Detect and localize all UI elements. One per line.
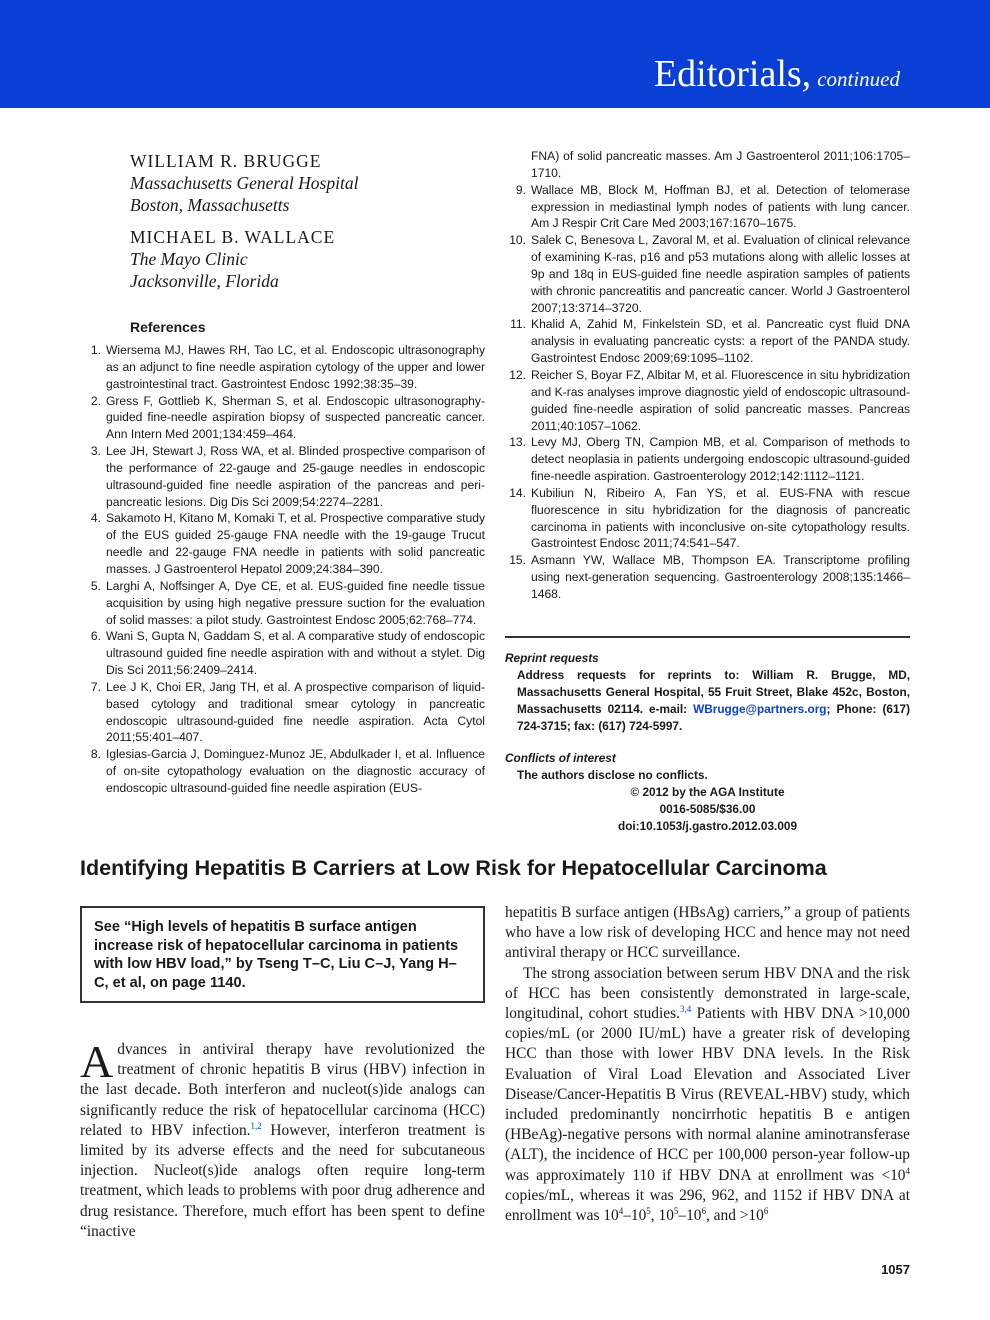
copyright-line: © 2012 by the AGA Institute — [630, 785, 785, 799]
reference-number — [505, 148, 531, 182]
reference-text: Larghi A, Noffsinger A, Dye CE, et al. EUS-guided fine needle tissue acquisition by using high negative pressure suction for the evaluation of solid masses: a pilot study. Gastrointest Endosc 2005;62:768–774. — [106, 578, 485, 627]
reference-item — [505, 232, 910, 316]
reference-number: 2. — [90, 393, 101, 408]
reference-item — [80, 510, 485, 577]
references-left-column — [80, 342, 485, 797]
reference-item — [80, 342, 485, 393]
author-affiliation: Massachusetts General Hospital — [130, 173, 359, 193]
article-title: Identifying Hepatitis B Carriers at Low Risk for Hepatocellular Carcinoma — [80, 856, 827, 880]
page-number: 1057 — [881, 1262, 910, 1277]
reference-number: 8. — [90, 747, 101, 762]
reprint-text: Address requests for reprints to: William R. Brugge, MD, Massachusetts General Hospital, 55 Fruit Street, Blake 452c, Boston, Massachusetts 02114. e-mail: WBrugge@partners.org; Phone: (617) 724-3715; fax: (617) 724-5997. — [517, 668, 910, 733]
see-also-box — [80, 906, 485, 1003]
section-title: Editorials, continued — [653, 53, 900, 95]
reference-text: Levy MJ, Oberg TN, Campion MB, et al. Comparison of methods to detect neoplasia in patients undergoing endoscopic ultrasound-guided fine-needle aspiration. Gastroenterology 2012;142:1112–1121. — [531, 435, 910, 484]
email-link[interactable]: WBrugge@partners.org — [693, 702, 827, 716]
reference-text: Sakamoto H, Kitano M, Komaki T, et al. Prospective comparative study of the EUS guided 25-gauge FNA needle with the 19-gauge Trucut needle and 22-gauge FNA needle in patients with solid pancreatic masses. J Gastroenterol Hepatol 2009;24:384–390. — [106, 511, 485, 576]
author-location: Boston, Massachusetts — [130, 195, 290, 215]
reference-number: 12. — [509, 367, 526, 382]
reference-text: Reicher S, Boyar FZ, Albitar M, et al. Fluorescence in situ hybridization and K-ras analyses improve diagnostic yield of endoscopic ultrasound-guided fine-needle aspiration of solid pancreatic masses. Pancreas 2011;40:1057–1062. — [531, 367, 910, 433]
references-heading: References — [130, 319, 206, 335]
reference-item — [505, 552, 910, 603]
reference-item — [505, 316, 910, 367]
author-name: MICHAEL B. WALLACE — [130, 227, 336, 247]
references-right-column — [505, 148, 910, 603]
reference-number: 9. — [515, 182, 526, 197]
conflicts-text: The authors disclose no conflicts. — [517, 768, 708, 782]
author-location: Jacksonville, Florida — [130, 271, 279, 291]
reference-text: Iglesias-Garcia J, Dominguez-Munoz JE, Abdulkader I, et al. Influence of on-site cytopathology evaluation on the diagnostic accuracy of endoscopic ultrasound-guided fine needle aspiration (EUS- — [106, 747, 485, 795]
reference-number: 13. — [509, 435, 526, 450]
reference-text: FNA) of solid pancreatic masses. Am J Gastroenterol 2011;106:1705–1710. — [531, 149, 910, 180]
reference-text: Wallace MB, Block M, Hoffman BJ, et al. Detection of telomerase expression in mediastinal lymph nodes of patients with lung cancer. Am J Respir Crit Care Med 2003;167:1670–1675. — [531, 182, 910, 231]
continued-label: continued — [817, 67, 900, 91]
reference-text: Lee JH, Stewart J, Ross WA, et al. Blinded prospective comparison of the performance of 22-gauge and 25-gauge needles in endoscopic ultrasound-guided fine needle aspiration of the pancreas and peri-pancreatic lesions. Dig Dis Sci 2009;54:2274–2281. — [106, 444, 485, 509]
header-banner — [0, 0, 990, 108]
reference-text: Wani S, Gupta N, Gaddam S, et al. A comparative study of endoscopic ultrasound guided fine needle aspiration with and without a stylet. Dig Dis Sci 2011;56:2409–2414. — [106, 629, 485, 678]
body-right-column — [505, 903, 910, 1226]
reference-number: 1. — [90, 343, 101, 357]
doi-line: doi:10.1053/j.gastro.2012.03.009 — [617, 819, 798, 833]
author-affiliation: The Mayo Clinic — [130, 249, 248, 269]
reference-text: Asmann YW, Wallace MB, Thompson EA. Transcriptome profiling using next-generation sequencing. Gastroenterology 2008;135:1466–1468. — [531, 553, 910, 601]
see-also-text: See “High levels of hepatitis B surface antigen increase risk of hepatocellular carcinoma in patients with low HBV load,” by Tseng T–C, Liu C–J, Yang H–C, et al, on page 1140. — [94, 919, 459, 991]
reference-item — [80, 679, 485, 746]
reference-item — [80, 443, 485, 510]
reference-number: 5. — [90, 578, 101, 593]
conflicts-of-interest — [505, 750, 910, 835]
reference-item — [505, 485, 910, 552]
paragraph: The strong association between serum HBV DNA and the risk of HCC has been consistently demonstrated in large-scale, longitudinal, cohort studies.$^{3,4}$ Patients with HBV DNA >10,000 copies/mL (or 2000 IU/mL) have a greater risk of developing HCC than those with lower HBV DNA levels. In the Risk Evaluation of Viral Load Elevation and Associated Liver Disease/Cancer-Hepatitis B Virus (REVEAL-HBV) study, which included predominantly noncirrhotic hepatitis B e antigen (HBeAg)-negative persons with normal alanine aminotransferase (ALT), the incidence of HCC per 100,000 person-year follow-up was approximately 110 if HBV DNA at enrollment was $<10^4$ copies/mL, whereas it was 296, 962, and 1152 if HBV DNA at enrollment was $10^4-10^5$, $10^5-10^6$, and $>10^6$ — [505, 964, 910, 1225]
author-name: WILLIAM R. BRUGGE — [130, 151, 322, 171]
reference-text: Gress F, Gottlieb K, Sherman S, et al. Endoscopic ultrasonography-guided fine-needle aspiration biopsy of suspected pancreatic cancer. Ann Intern Med 2001;134:459–464. — [106, 393, 485, 442]
reference-text: Kubiliun N, Ribeiro A, Fan YS, et al. EUS-FNA with rescue fluorescence in situ hybridization for the diagnosis of pancreatic carcinoma in patients with inconclusive on-site cytopathology results. Gastrointest Endosc 2011;74:541–547. — [531, 485, 910, 551]
drop-cap: A — [80, 1036, 114, 1087]
author-2 — [130, 226, 335, 292]
reference-number: 15. — [509, 553, 526, 568]
reference-item — [505, 434, 910, 485]
reference-item — [505, 367, 910, 434]
reference-number: 11. — [510, 317, 526, 332]
issn-line: 0016-5085/$36.00 — [659, 802, 756, 816]
reprint-heading: Reprint requests — [505, 651, 599, 665]
reference-item — [80, 578, 485, 629]
paragraph: hepatitis B surface antigen (HBsAg) carriers,” a group of patients who have a low risk of developing HCC and hence may not need antiviral therapy or HCC surveillance. — [505, 904, 910, 962]
reference-number: 7. — [90, 679, 101, 694]
reference-text: Khalid A, Zahid M, Finkelstein SD, et al. Pancreatic cyst fluid DNA analysis in evaluating pancreatic cysts: a report of the PANDA study. Gastrointest Endosc 2009;69:1095–1102. — [531, 317, 910, 366]
paragraph: Advances in antiviral therapy have revolutionized the treatment of chronic hepatitis B virus (HBV) infection in the last decade. Both interferon and nucleot(s)ide analogs can significantly reduce the risk of hepatocellular carcinoma (HCC) related to HBV infection.$^{1,2}$ However, interferon treatment is limited by its adverse effects and the need for subcutaneous injection. Nucleot(s)ide analogs often require long-term treatment, which leads to problems with poor drug adherence and drug resistance. Therefore, much effort has been spent to define “inactive — [80, 1036, 485, 1240]
reprint-requests — [505, 650, 910, 735]
reference-item — [80, 746, 485, 797]
reference-text: Lee J K, Choi ER, Jang TH, et al. A prospective comparison of liquid-based cytology and traditional smear cytology in pancreatic endoscopic ultrasound-guided fine needle aspiration. Acta Cytol 2011;55:401–407. — [106, 679, 485, 745]
citation[interactable]: 3,4 — [679, 1004, 692, 1015]
reference-number: 14. — [509, 485, 526, 500]
reference-item — [505, 148, 910, 182]
reference-number: 6. — [90, 629, 101, 644]
citation[interactable]: 1,2 — [250, 1120, 262, 1131]
reference-text: Wiersema MJ, Hawes RH, Tao LC, et al. Endoscopic ultrasonography as an adjunct to fine needle aspiration cytology of the upper and lower gastrointestinal tract. Gastrointest Endosc 1992;38:35–39. — [106, 343, 485, 391]
reference-number: 10. — [509, 233, 526, 248]
body-left-column — [80, 1036, 485, 1242]
reference-number: 4. — [90, 511, 101, 526]
reference-number: 3. — [90, 444, 101, 459]
divider-rule — [505, 636, 910, 638]
reference-text: Salek C, Benesova L, Zavoral M, et al. Evaluation of clinical relevance of examining K-ras, p16 and p53 mutations along with allelic losses at 9p and 18q in EUS-guided fine needle aspiration samples of patients with chronic pancreatitis and pancreatic cancer. World J Gastroenterol 2007;13:3714–3720. — [531, 233, 910, 315]
reference-item — [80, 628, 485, 679]
reference-item — [505, 182, 910, 233]
author-1 — [130, 150, 358, 216]
reference-item — [80, 393, 485, 444]
conflicts-heading: Conflicts of interest — [505, 751, 616, 765]
